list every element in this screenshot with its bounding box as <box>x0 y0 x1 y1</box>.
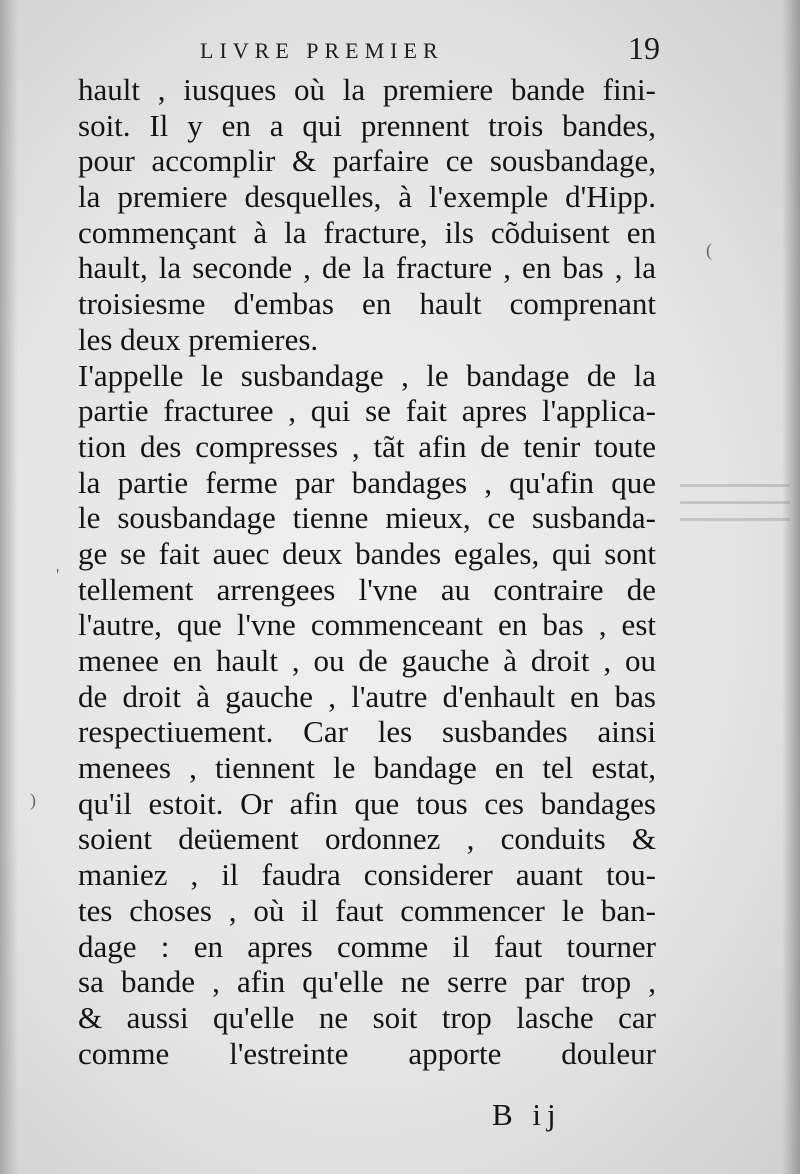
text-line: troisiesme d'embas en hault comprenant <box>78 286 656 322</box>
text-line: & aussi qu'elle ne soit trop lasche car <box>78 999 656 1035</box>
show-through-marginalia <box>680 470 790 560</box>
text-line: sa bande , afin qu'elle ne serre par trop , <box>78 964 656 1000</box>
running-head: LIVRE PREMIER <box>200 38 444 63</box>
text-line: I'appelle le susbandage , le bandage de la <box>78 357 656 393</box>
text-line: hault , iusques où la premiere bande fini- <box>78 72 656 107</box>
page-number: 19 <box>628 30 660 66</box>
margin-speck: ' <box>56 565 60 585</box>
text-line: de droit à gauche , l'autre d'enhault en bas <box>78 678 656 714</box>
text-line: menee en hault , ou de gauche à droit , ou <box>78 643 656 678</box>
text-line: qu'il estoit. Or afin que tous ces bandages <box>78 785 656 821</box>
text-line: le sousbandage tienne mieux, ce susbanda- <box>78 500 656 536</box>
text-line: soient deüement ordonnez , conduits & <box>78 821 656 857</box>
text-line: hault, la seconde , de la fracture , en bas , la <box>78 250 656 286</box>
text-line: les deux premieres. <box>78 321 319 357</box>
signature-mark: B ij <box>492 1097 562 1132</box>
page-right-edge-shadow <box>782 0 800 1174</box>
text-line: commençant à la fracture, ils cõduisent en <box>78 214 656 250</box>
text-line: pour accomplir & parfaire ce sousbandage, <box>78 143 656 179</box>
text-line: menees , tiennent le bandage en tel estat, <box>78 750 656 786</box>
text-line: tes choses , où il faut commencer le ban- <box>78 892 656 928</box>
page-left-edge-shadow <box>0 0 18 1174</box>
text-line: respectiuement. Car les susbandes ainsi <box>78 714 656 750</box>
text-line: tion des compresses , tãt afin de tenir toute <box>78 428 656 464</box>
margin-speck: ( <box>706 240 712 260</box>
text-line: soit. Il y en a qui prennent trois bandes, <box>78 107 656 143</box>
text-line: comme l'estreinte apporte douleur <box>78 1035 656 1071</box>
text-line: l'autre, que l'vne commenceant en bas , est <box>78 607 656 643</box>
text-line: dage : en apres comme il faut tourner <box>78 928 656 964</box>
text-line: maniez , il faudra considerer auant tou- <box>78 857 656 893</box>
page-header <box>190 30 660 70</box>
text-line: ge se fait auec deux bandes egales, qui sont <box>78 535 656 571</box>
text-line: partie fracturee , qui se fait apres l'applica- <box>78 393 656 429</box>
body-text <box>78 72 656 1071</box>
margin-speck: ) <box>30 790 36 810</box>
text-line: la partie ferme par bandages , qu'afin que <box>78 464 656 500</box>
text-line: la premiere desquelles, à l'exemple d'Hipp. <box>78 179 656 215</box>
text-line: tellement arrengees l'vne au contraire de <box>78 571 656 607</box>
